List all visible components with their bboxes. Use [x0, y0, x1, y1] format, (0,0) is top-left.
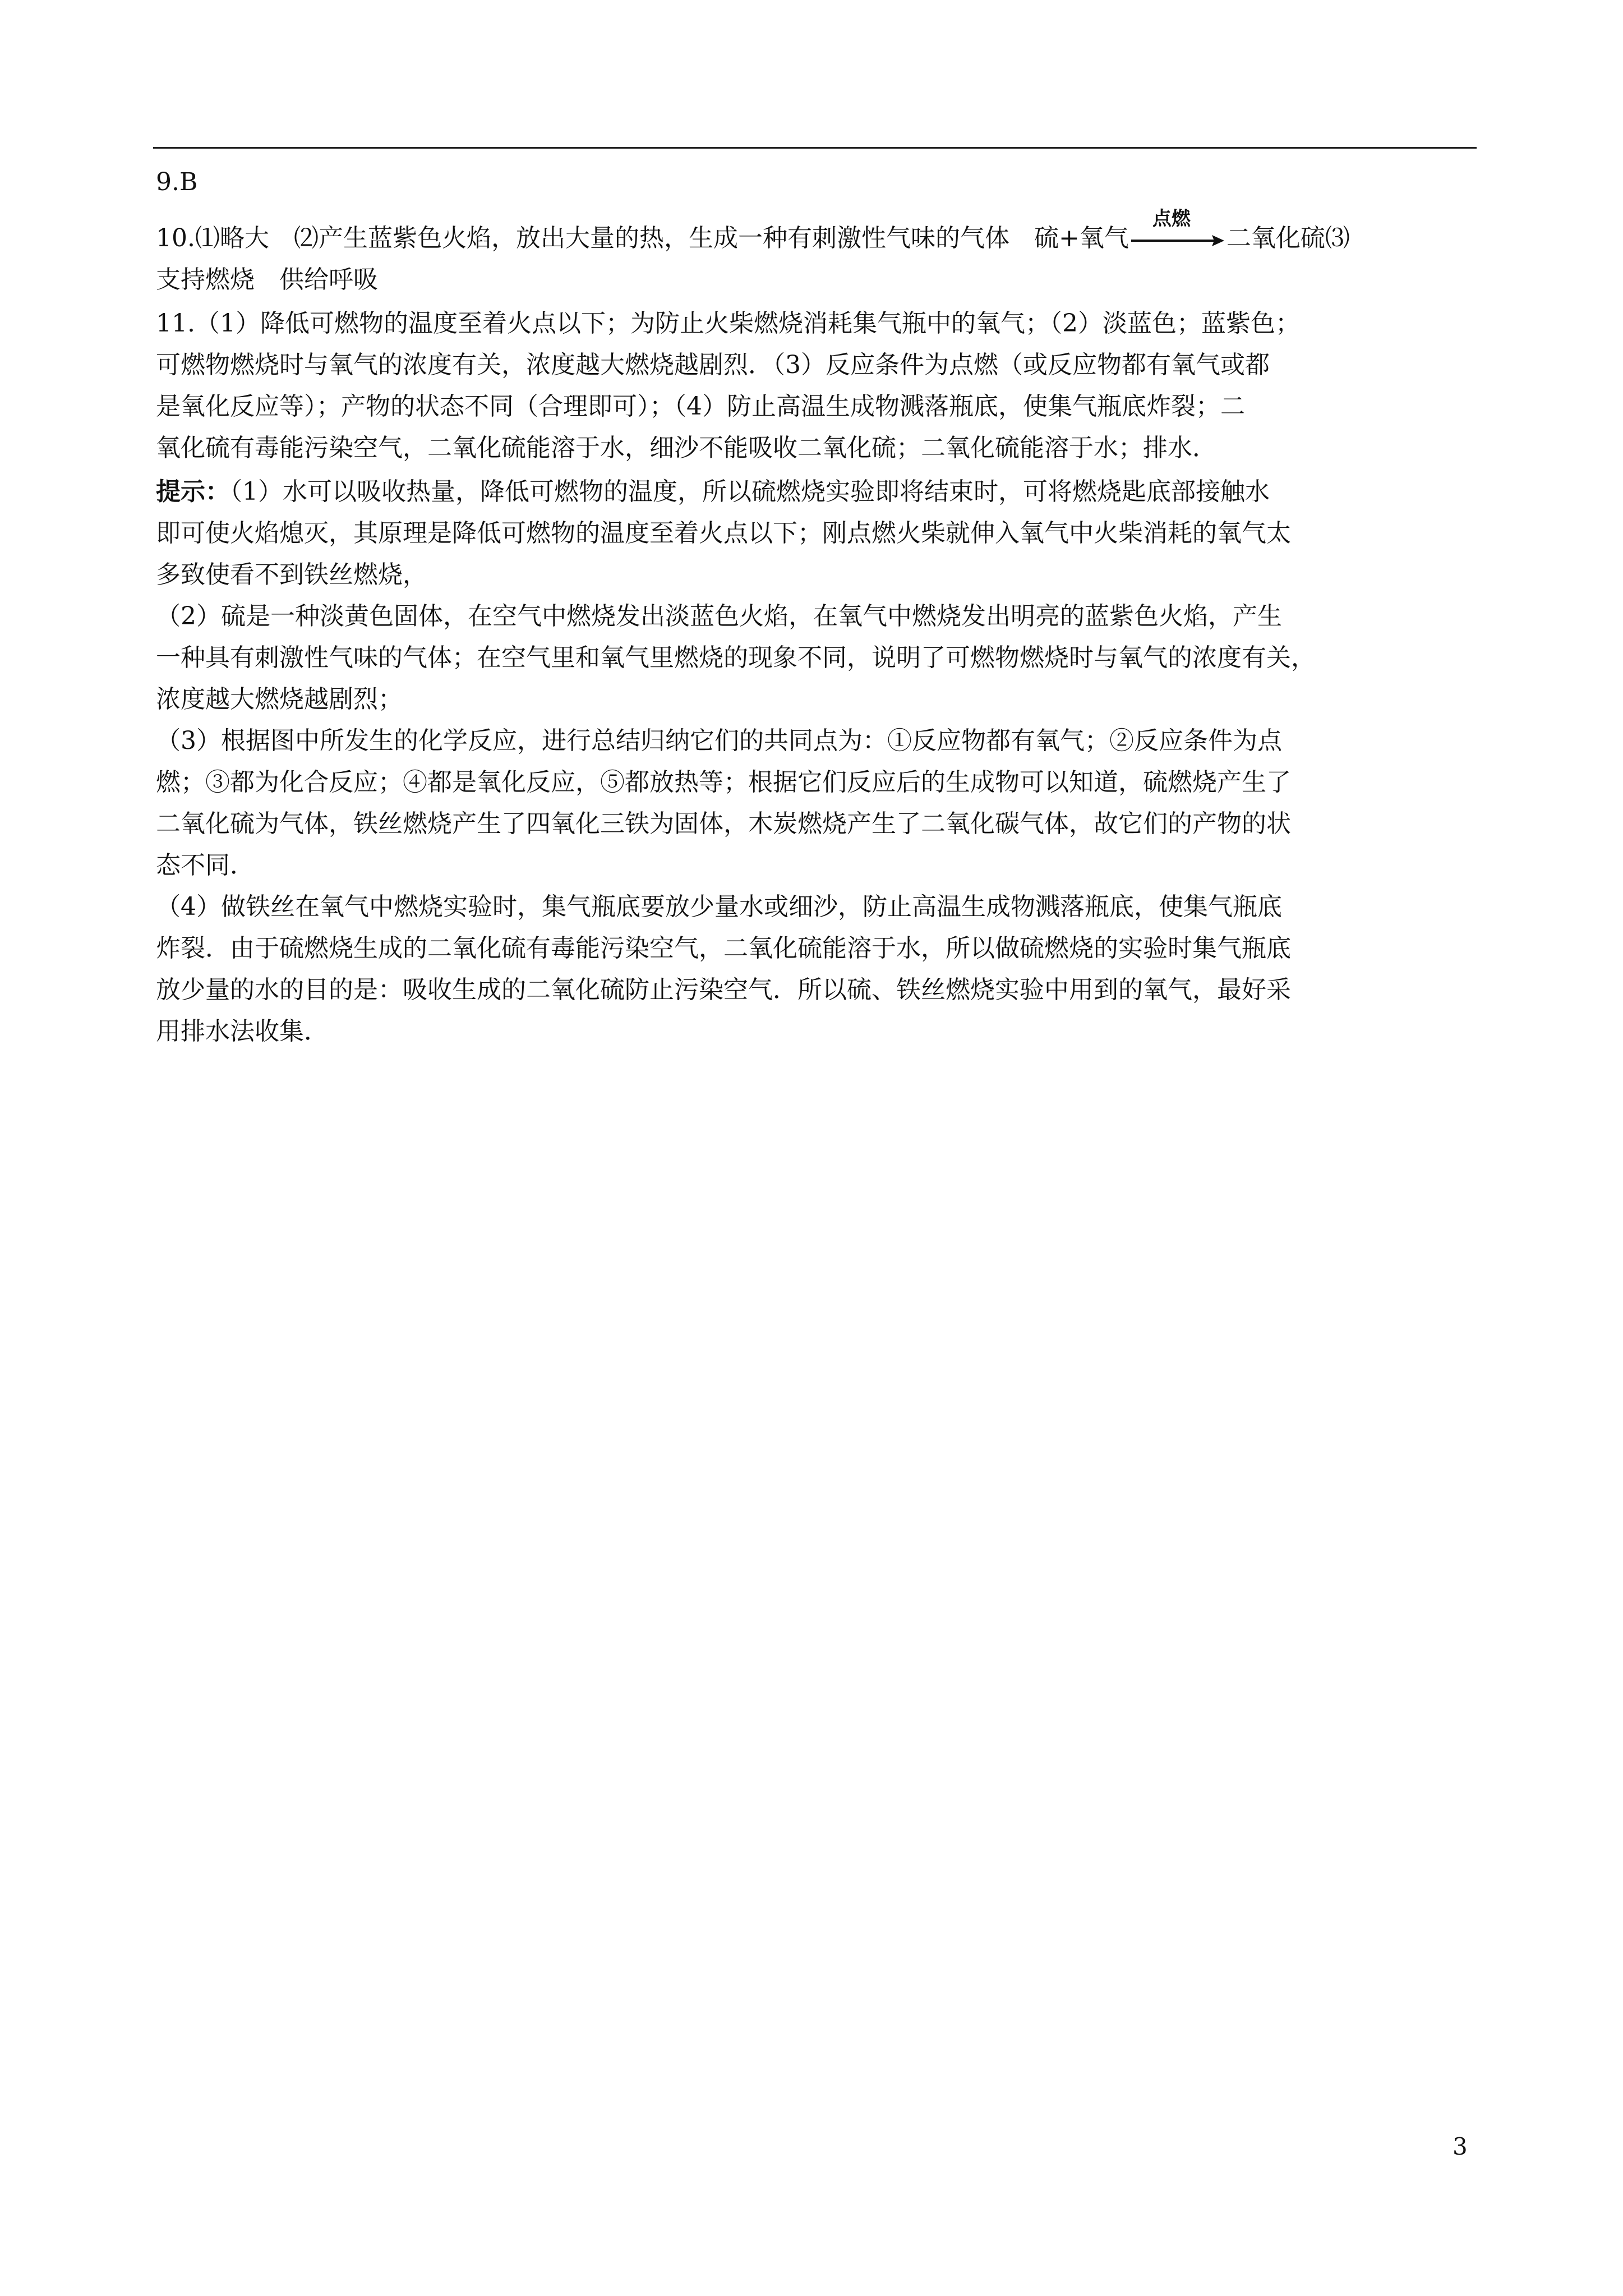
answer-q11-line: 11.（1）降低可燃物的温度至着火点以下；为防止火柴燃烧消耗集气瓶中的氧气；（2）淡蓝色；蓝紫色；: [156, 309, 1300, 338]
hint-p2-line: （2）硫是一种淡黄色固体，在空气中燃烧发出淡蓝色火焰，在氧气中燃烧发出明亮的蓝紫色火焰，产生: [156, 602, 1282, 631]
hint-label: 提示：: [156, 477, 230, 506]
hint-p3-line: 态不同．: [156, 851, 255, 880]
hint-p4-line: 用排水法收集．: [156, 1017, 329, 1046]
reaction-arrow: [1130, 207, 1225, 251]
hint-p4-line: 炸裂．由于硫燃烧生成的二氧化硫有毒能污染空气，二氧化硫能溶于水，所以做硫燃烧的实验时集气瓶底: [156, 934, 1291, 963]
hint-p1-line: 即可使火焰熄灭，其原理是降低可燃物的温度至着火点以下；刚点燃火柴就伸入氧气中火柴消耗的氧气太: [156, 519, 1291, 547]
answer-q10-text-a: 10.⑴略大 ⑵产生蓝紫色火焰，放出大量的热，生成一种有刺激性气味的气体 硫+氧气: [156, 224, 1129, 252]
answer-q11-line: 是氧化反应等）；产物的状态不同（合理即可）；（4）防止高温生成物溅落瓶底，使集气瓶底炸裂；二: [156, 392, 1245, 421]
page-number: 3: [1453, 2133, 1468, 2160]
hint-p3-line: 燃；③都为化合反应；④都是氧化反应，⑤都放热等；根据它们反应后的生成物可以知道，硫燃烧产生了: [156, 768, 1291, 797]
answer-q10-text-b: 二氧化硫⑶: [1226, 224, 1350, 252]
reaction-condition: 点燃: [1152, 207, 1191, 230]
hint-p3-line: 二氧化硫为气体，铁丝燃烧产生了四氧化三铁为固体，木炭燃烧产生了二氧化碳气体，故它们的产物的状: [156, 809, 1291, 838]
hint-p3-line: （3）根据图中所发生的化学反应，进行总结归纳它们的共同点为：①反应物都有氧气；②反应条件为点: [156, 726, 1282, 755]
answer-content: [156, 162, 1481, 1055]
hint-p2-line: 一种具有刺激性气味的气体；在空气里和氧气里燃烧的现象不同，说明了可燃物燃烧时与氧气的浓度有关，: [156, 643, 1316, 672]
hint-p4-line: （4）做铁丝在氧气中燃烧实验时，集气瓶底要放少量水或细沙，防止高温生成物溅落瓶底，使集气瓶底: [156, 892, 1282, 921]
hint-p2-line: 浓度越大燃烧越剧烈；: [156, 685, 403, 714]
hint-first-line: [156, 471, 1481, 513]
arrow-right-icon: [1130, 232, 1225, 249]
answer-q11: [156, 303, 1481, 469]
hint-section: [156, 471, 1481, 1052]
hint-first-line-text: （1）水可以吸收热量，降低可燃物的温度，所以硫燃烧实验即将结束时，可将燃烧匙底部接触水: [230, 477, 1270, 506]
answer-q11-line: 可燃物燃烧时与氧气的浓度有关，浓度越大燃烧越剧烈．（3）反应条件为点燃（或反应物都有氧气或都: [156, 351, 1270, 379]
answer-q10: [156, 207, 1481, 301]
answer-q10-line2: 支持燃烧 供给呼吸: [156, 265, 378, 294]
hint-p1-line: 多致使看不到铁丝燃烧，: [156, 560, 427, 589]
hint-p4-line: 放少量的水的目的是：吸收生成的二氧化硫防止污染空气．所以硫、铁丝燃烧实验中用到的氧气，最好采: [156, 976, 1291, 1004]
header-rule: [153, 147, 1477, 149]
answer-q11-line: 氧化硫有毒能污染空气，二氧化硫能溶于水，细沙不能吸收二氧化硫；二氧化硫能溶于水；排水．: [156, 434, 1217, 462]
answer-q10-line1: [156, 207, 1481, 259]
answer-q9: [156, 162, 1481, 203]
answer-q9-text: 9.B: [156, 168, 198, 196]
